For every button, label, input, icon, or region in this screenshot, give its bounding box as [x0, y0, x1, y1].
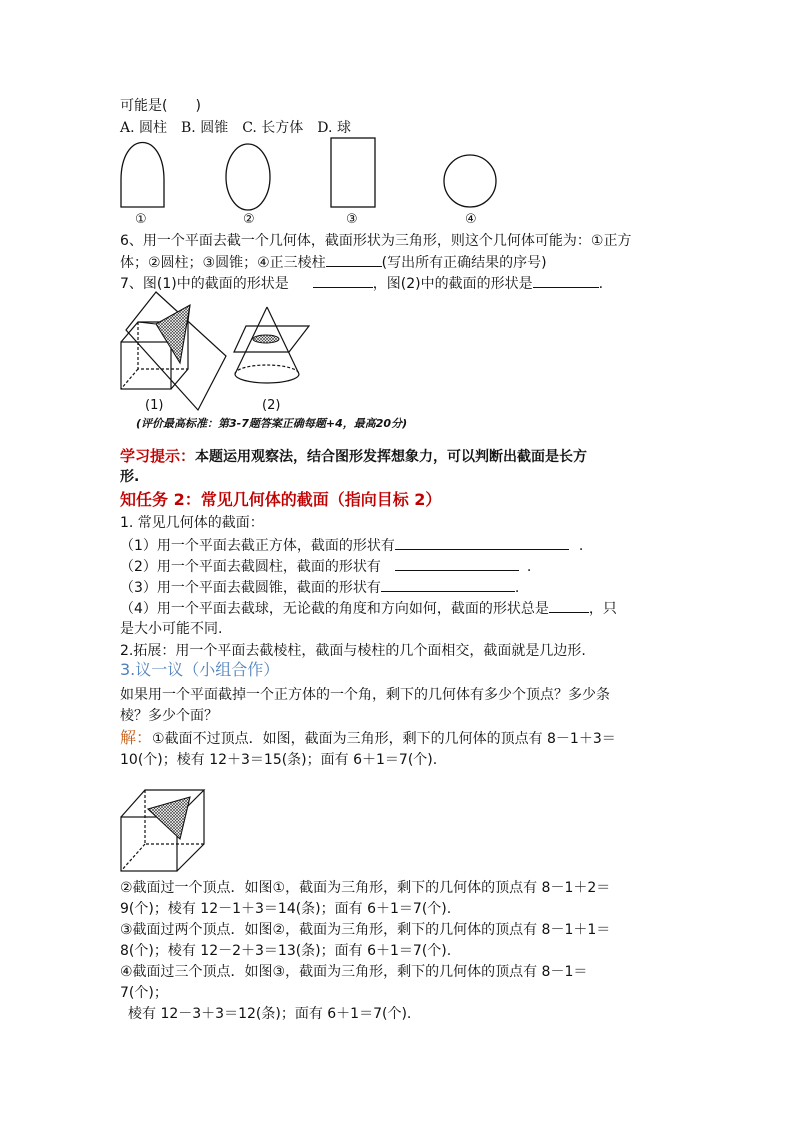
shape-label-3: ③	[346, 212, 358, 227]
task2-sub1-end: .	[578, 538, 584, 554]
solution-label: 解：	[120, 728, 153, 747]
q7-part2: ，图(2)中的截面的形状是	[372, 276, 533, 292]
q5-options: A. 圆柱 B. 圆锥 C. 长方体 D. 球	[120, 120, 351, 136]
task2-item3: 3.议一议（小组合作）	[120, 660, 280, 679]
q7-part1: 7、图(1)中的截面的形状是	[120, 276, 289, 292]
q6-line2a: 体；②圆柱；③圆锥；④正三棱柱	[120, 255, 326, 271]
task2-sub1-text: （1）用一个平面去截正方体，截面的形状有	[120, 538, 395, 554]
fig-label-2: (2)	[262, 398, 281, 413]
q6-line2b: (写出所有正确结果的序号)	[381, 255, 547, 271]
shape-label-4: ④	[465, 212, 477, 227]
solution-2a: ②截面过一个顶点．如图①，截面为三角形，剩下的几何体的顶点有 8－1＋2＝	[120, 880, 611, 896]
hint-text-1: 本题运用观察法，结合图形发挥想象力，可以判断出截面是长方	[195, 449, 588, 465]
task2-sub4-text: （4）用一个平面去截球，无论截的角度和方向如何，截面的形状总是	[120, 601, 549, 617]
task2-sub3-end: .	[514, 580, 520, 596]
shape-label-2: ②	[243, 212, 255, 227]
task2-question-2: 棱？多少个面？	[120, 708, 218, 724]
task2-sub2-end: .	[526, 559, 532, 575]
task2-item1: 1. 常见几何体的截面：	[120, 515, 264, 531]
hint-label: 学习提示：	[120, 447, 196, 465]
task2-item2: 2.拓展：用一个平面去截棱柱，截面与棱柱的几个面相交，截面就是几边形.	[120, 643, 586, 659]
solution-4c: 棱有 12－3＋3＝12(条)；面有 6＋1＝7(个).	[128, 1006, 412, 1022]
solution-3a: ③截面过两个顶点．如图②，截面为三角形，剩下的几何体的顶点有 8－1＋1＝	[120, 922, 611, 938]
solution-3b: 8(个)；棱有 12－2＋3＝13(条)；面有 6＋1＝7(个).	[120, 943, 452, 959]
q6-line1: 6、用一个平面去截一个几何体，截面形状为三角形，则这个几何体可能为：①正方	[120, 233, 632, 249]
solution-1a: ①截面不过顶点．如图，截面为三角形，剩下的几何体的顶点有 8－1＋3＝	[152, 731, 616, 747]
q5-lead: 可能是( )	[120, 98, 201, 114]
evaluation-note: (评价最高标准：第3-7题答案正确每题+4，最高20分)	[136, 417, 408, 430]
task2-question-1: 如果用一个平面截掉一个正方体的一个角，剩下的几何体有多少个顶点？多少条	[120, 687, 610, 703]
task2-sub2-text: （2）用一个平面去截圆柱，截面的形状有	[120, 559, 381, 575]
task2-sub4-end: ，只	[588, 601, 617, 617]
task2-title: 知任务 2：常见几何体的截面（指向目标 2）	[120, 490, 442, 509]
hint-text-2: 形.	[120, 469, 140, 485]
q7-part3: .	[598, 276, 604, 292]
fig-label-1: (1)	[145, 398, 164, 413]
task2-sub3-text: （3）用一个平面去截圆锥，截面的形状有	[120, 580, 381, 596]
solution-4b: 7(个)；	[120, 985, 168, 1001]
solution-4a: ④截面过三个顶点．如图③，截面为三角形，剩下的几何体的顶点有 8－1＝	[120, 964, 588, 980]
task2-sub4-cont: 是大小可能不同.	[120, 621, 223, 637]
solution-1b: 10(个)；棱有 12＋3＝15(条)；面有 6＋1＝7(个).	[120, 752, 438, 768]
solution-2b: 9(个)；棱有 12－1＋3＝14(条)；面有 6＋1＝7(个).	[120, 901, 452, 917]
shape-label-1: ①	[135, 212, 147, 227]
